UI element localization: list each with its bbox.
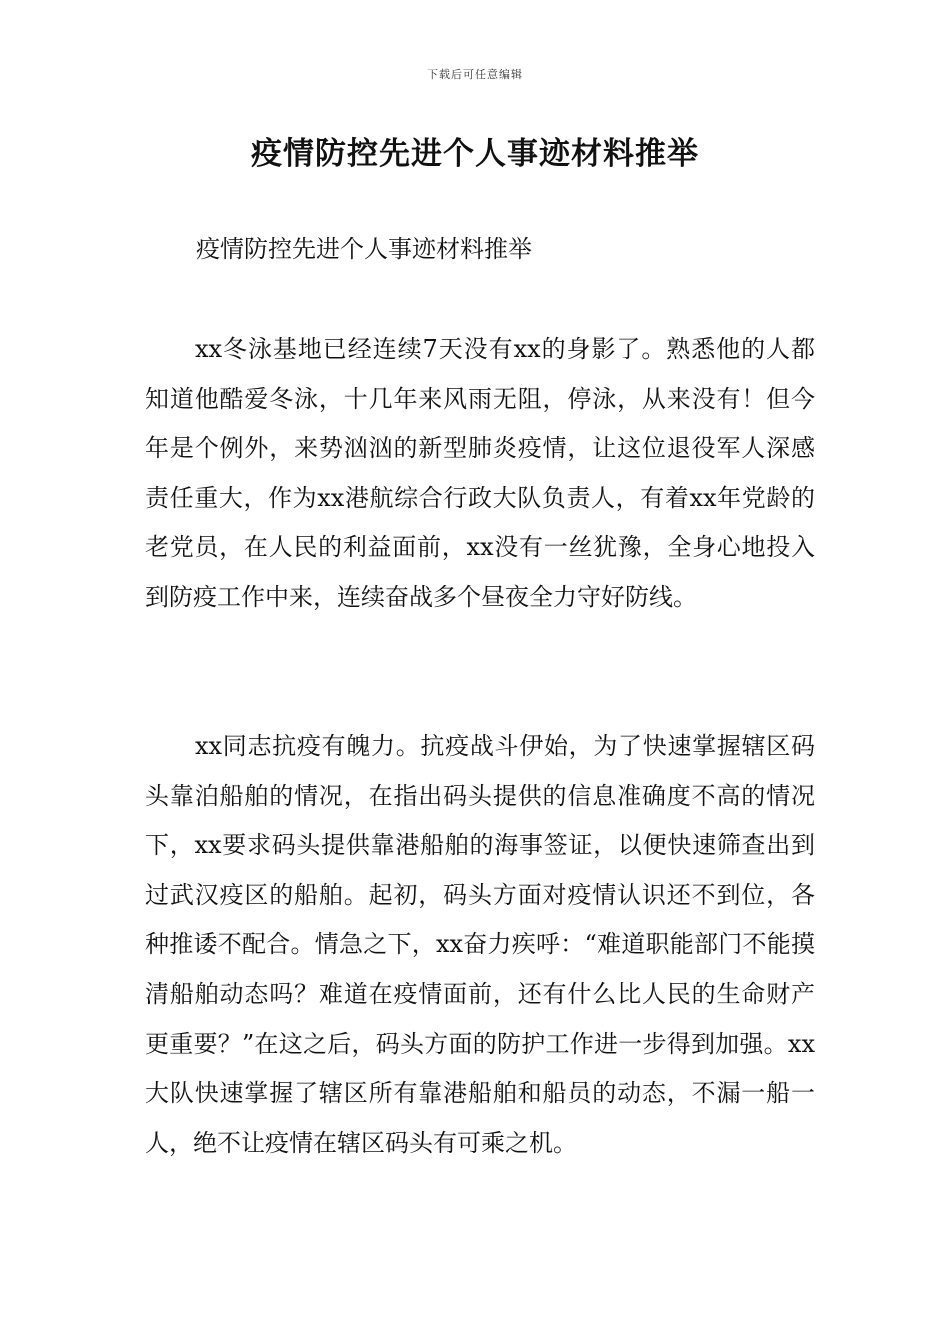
document-title: 疫情防控先进个人事迹材料推举 bbox=[251, 136, 699, 172]
document-subtitle: 疫情防控先进个人事迹材料推举 bbox=[196, 235, 532, 263]
paragraph-2: xx同志抗疫有魄力。抗疫战斗伊始，为了快速掌握辖区码头靠泊船舶的情况，在指出码头提供的信息准确度不高的情况下，xx要求码头提供靠港船舶的海事签证，以便快速筛查出到过武汉疫区的船舶。起初，码头方面对疫情认识还不到位，各种推诿不配合。情急之下，xx奋力疾呼：“难道职能部门不能摸清船舶动态吗？难道在疫情面前，还有什么比人民的生命财产更重要？”在这之后，码头方面的防护工作进一步得到加强。xx大队快速掌握了辖区所有靠港船舶和船员的动态，不漏一船一人，绝不让疫情在辖区码头有可乘之机。 bbox=[145, 732, 815, 1157]
paragraph-1: xx冬泳基地已经连续7天没有xx的身影了。熟悉他的人都知道他酷爱冬泳，十几年来风雨无阻，停泳，从来没有！但今年是个例外，来势汹汹的新型肺炎疫情，让这位退役军人深感责任重大，作为xx港航综合行政大队负责人，有着xx年党龄的老党员，在人民的利益面前，xx没有一丝犹豫，全身心地投入到防疫工作中来，连续奋战多个昼夜全力守好防线。 bbox=[145, 335, 815, 611]
header-note: 下载后可任意编辑 bbox=[427, 68, 523, 81]
